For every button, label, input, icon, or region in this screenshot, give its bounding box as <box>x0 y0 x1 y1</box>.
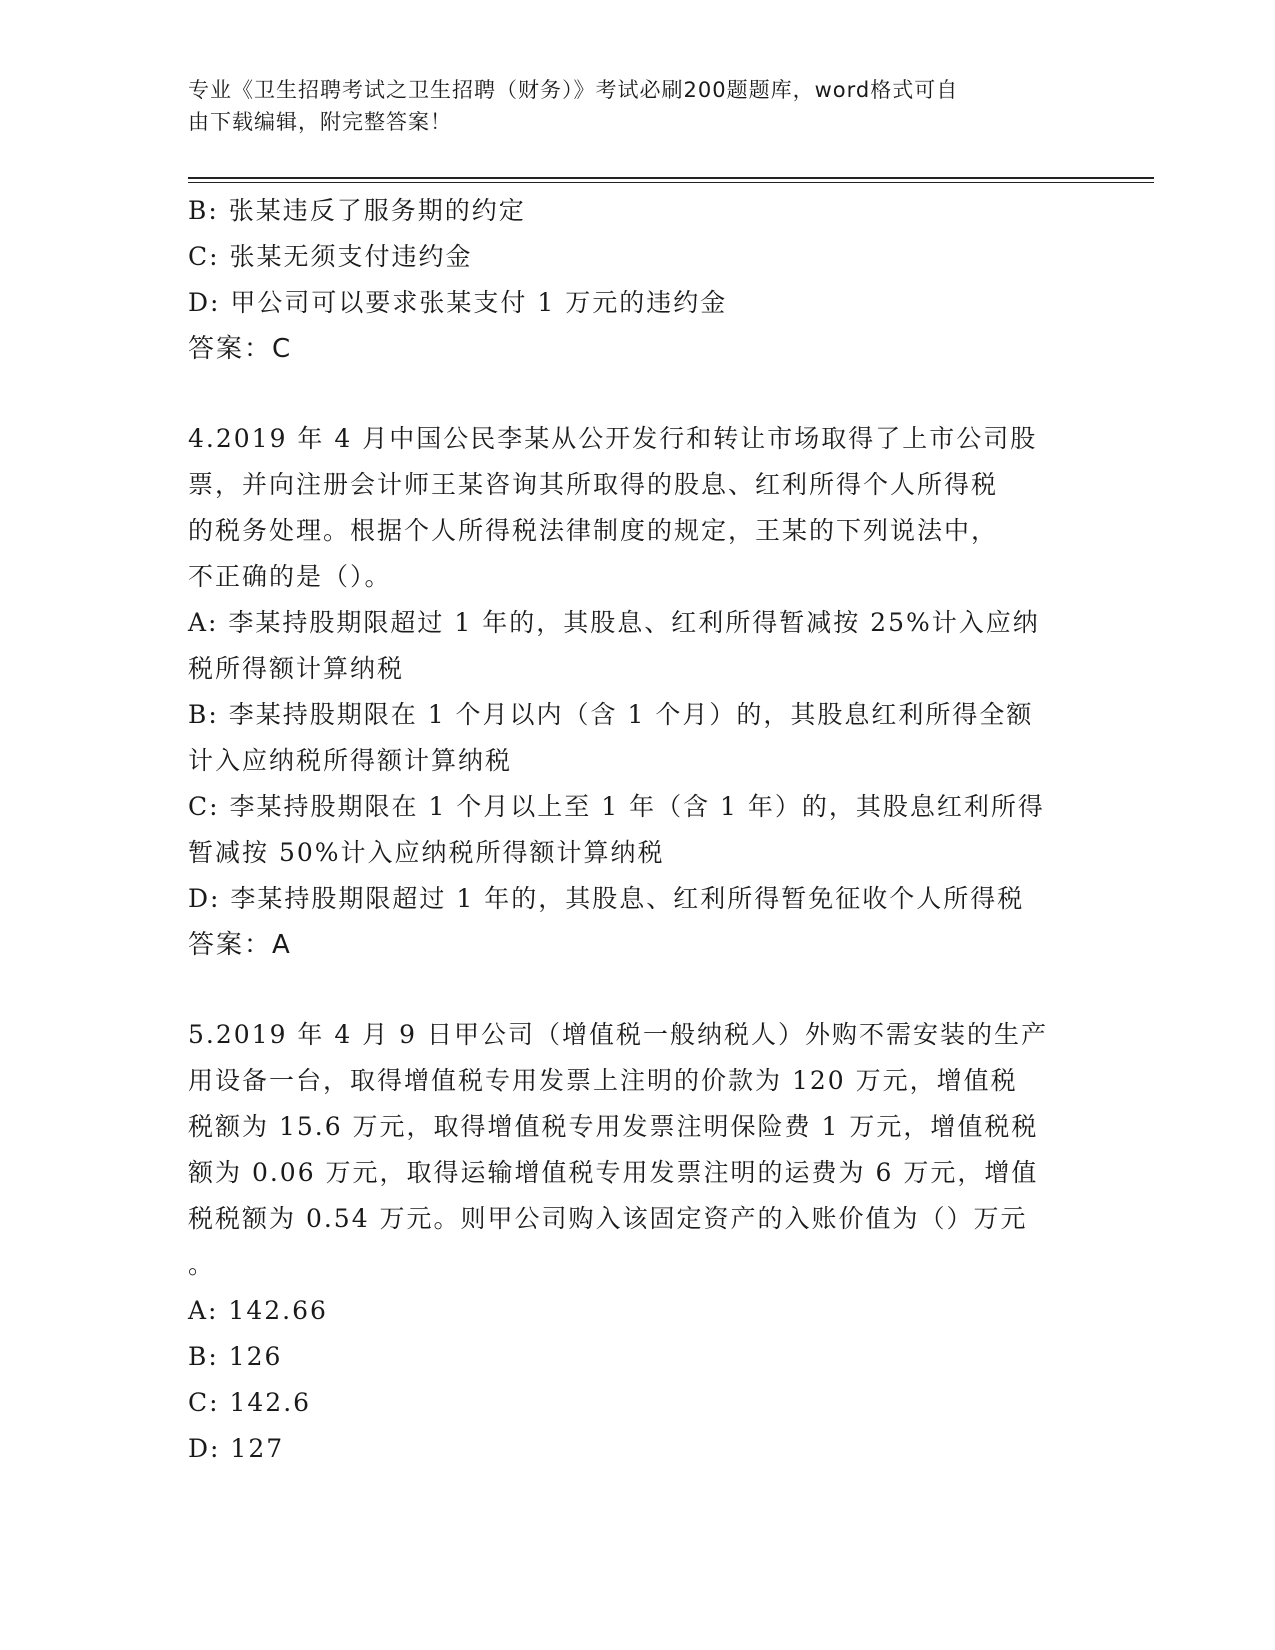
q3-answer: 答案：C <box>188 334 293 364</box>
header-divider-thin <box>188 182 1154 183</box>
question-content <box>188 188 1078 1472</box>
q4-option-d: D: 李某持股期限超过 1 年的，其股息、红利所得暂免征收个人所得税 <box>188 884 1025 913</box>
q4-option-b-line: B: 李某持股期限在 1 个月以内（含 1 个月）的，其股息红利所得全额 <box>188 700 1034 729</box>
q5-option-a: A: 142.66 <box>188 1296 328 1325</box>
q5-stem-line: 用设备一台，取得增值税专用发票上注明的价款为 120 万元，增值税 <box>188 1066 1018 1095</box>
q4-option-c-line: C: 李某持股期限在 1 个月以上至 1 年（含 1 年）的，其股息红利所得 <box>188 792 1045 821</box>
q4-option-c-line: 暂减按 50%计入应纳税所得额计算纳税 <box>188 838 665 867</box>
question-4 <box>188 416 1078 968</box>
q3-option-c: C: 张某无须支付违约金 <box>188 242 473 271</box>
header-line-1: 专业《卫生招聘考试之卫生招聘（财务）》考试必刷200题题库，word格式可自 <box>188 78 959 102</box>
question-spacer <box>188 968 1078 1012</box>
question-5 <box>188 1012 1078 1472</box>
q5-option-d: D: 127 <box>188 1434 285 1463</box>
header-line-2: 由下载编辑，附完整答案！ <box>188 110 452 134</box>
q3-option-b: B: 张某违反了服务期的约定 <box>188 196 526 225</box>
document-header <box>188 74 1068 138</box>
question-3 <box>188 188 1078 372</box>
question-spacer <box>188 372 1078 416</box>
q4-stem-line: 4.2019 年 4 月中国公民李某从公开发行和转让市场取得了上市公司股 <box>188 424 1038 453</box>
q4-answer: 答案：A <box>188 930 292 960</box>
q4-option-b-line: 计入应纳税所得额计算纳税 <box>188 746 513 775</box>
q5-option-c: C: 142.6 <box>188 1388 312 1417</box>
q5-stem-line: 额为 0.06 万元，取得运输增值税专用发票注明的运费为 6 万元，增值 <box>188 1158 1039 1187</box>
q5-option-b: B: 126 <box>188 1342 283 1371</box>
q5-stem-line: 。 <box>188 1250 216 1279</box>
q4-stem-line: 票，并向注册会计师王某咨询其所取得的股息、红利所得个人所得税 <box>188 470 999 499</box>
q5-stem-line: 税额为 15.6 万元，取得增值税专用发票注明保险费 1 万元，增值税税 <box>188 1112 1039 1141</box>
q4-stem-line: 的税务处理。根据个人所得税法律制度的规定，王某的下列说法中， <box>188 516 999 545</box>
q4-option-a-line: A: 李某持股期限超过 1 年的，其股息、红利所得暂减按 25%计入应纳 <box>188 608 1040 637</box>
q5-stem-line: 5.2019 年 4 月 9 日甲公司（增值税一般纳税人）外购不需安装的生产 <box>188 1020 1049 1049</box>
q3-option-d: D: 甲公司可以要求张某支付 1 万元的违约金 <box>188 288 728 317</box>
header-divider-thick <box>188 177 1154 179</box>
q4-option-a-line: 税所得额计算纳税 <box>188 654 405 683</box>
q4-stem-line: 不正确的是（）。 <box>188 562 392 591</box>
q5-stem-line: 税税额为 0.54 万元。则甲公司购入该固定资产的入账价值为（）万元 <box>188 1204 1028 1233</box>
